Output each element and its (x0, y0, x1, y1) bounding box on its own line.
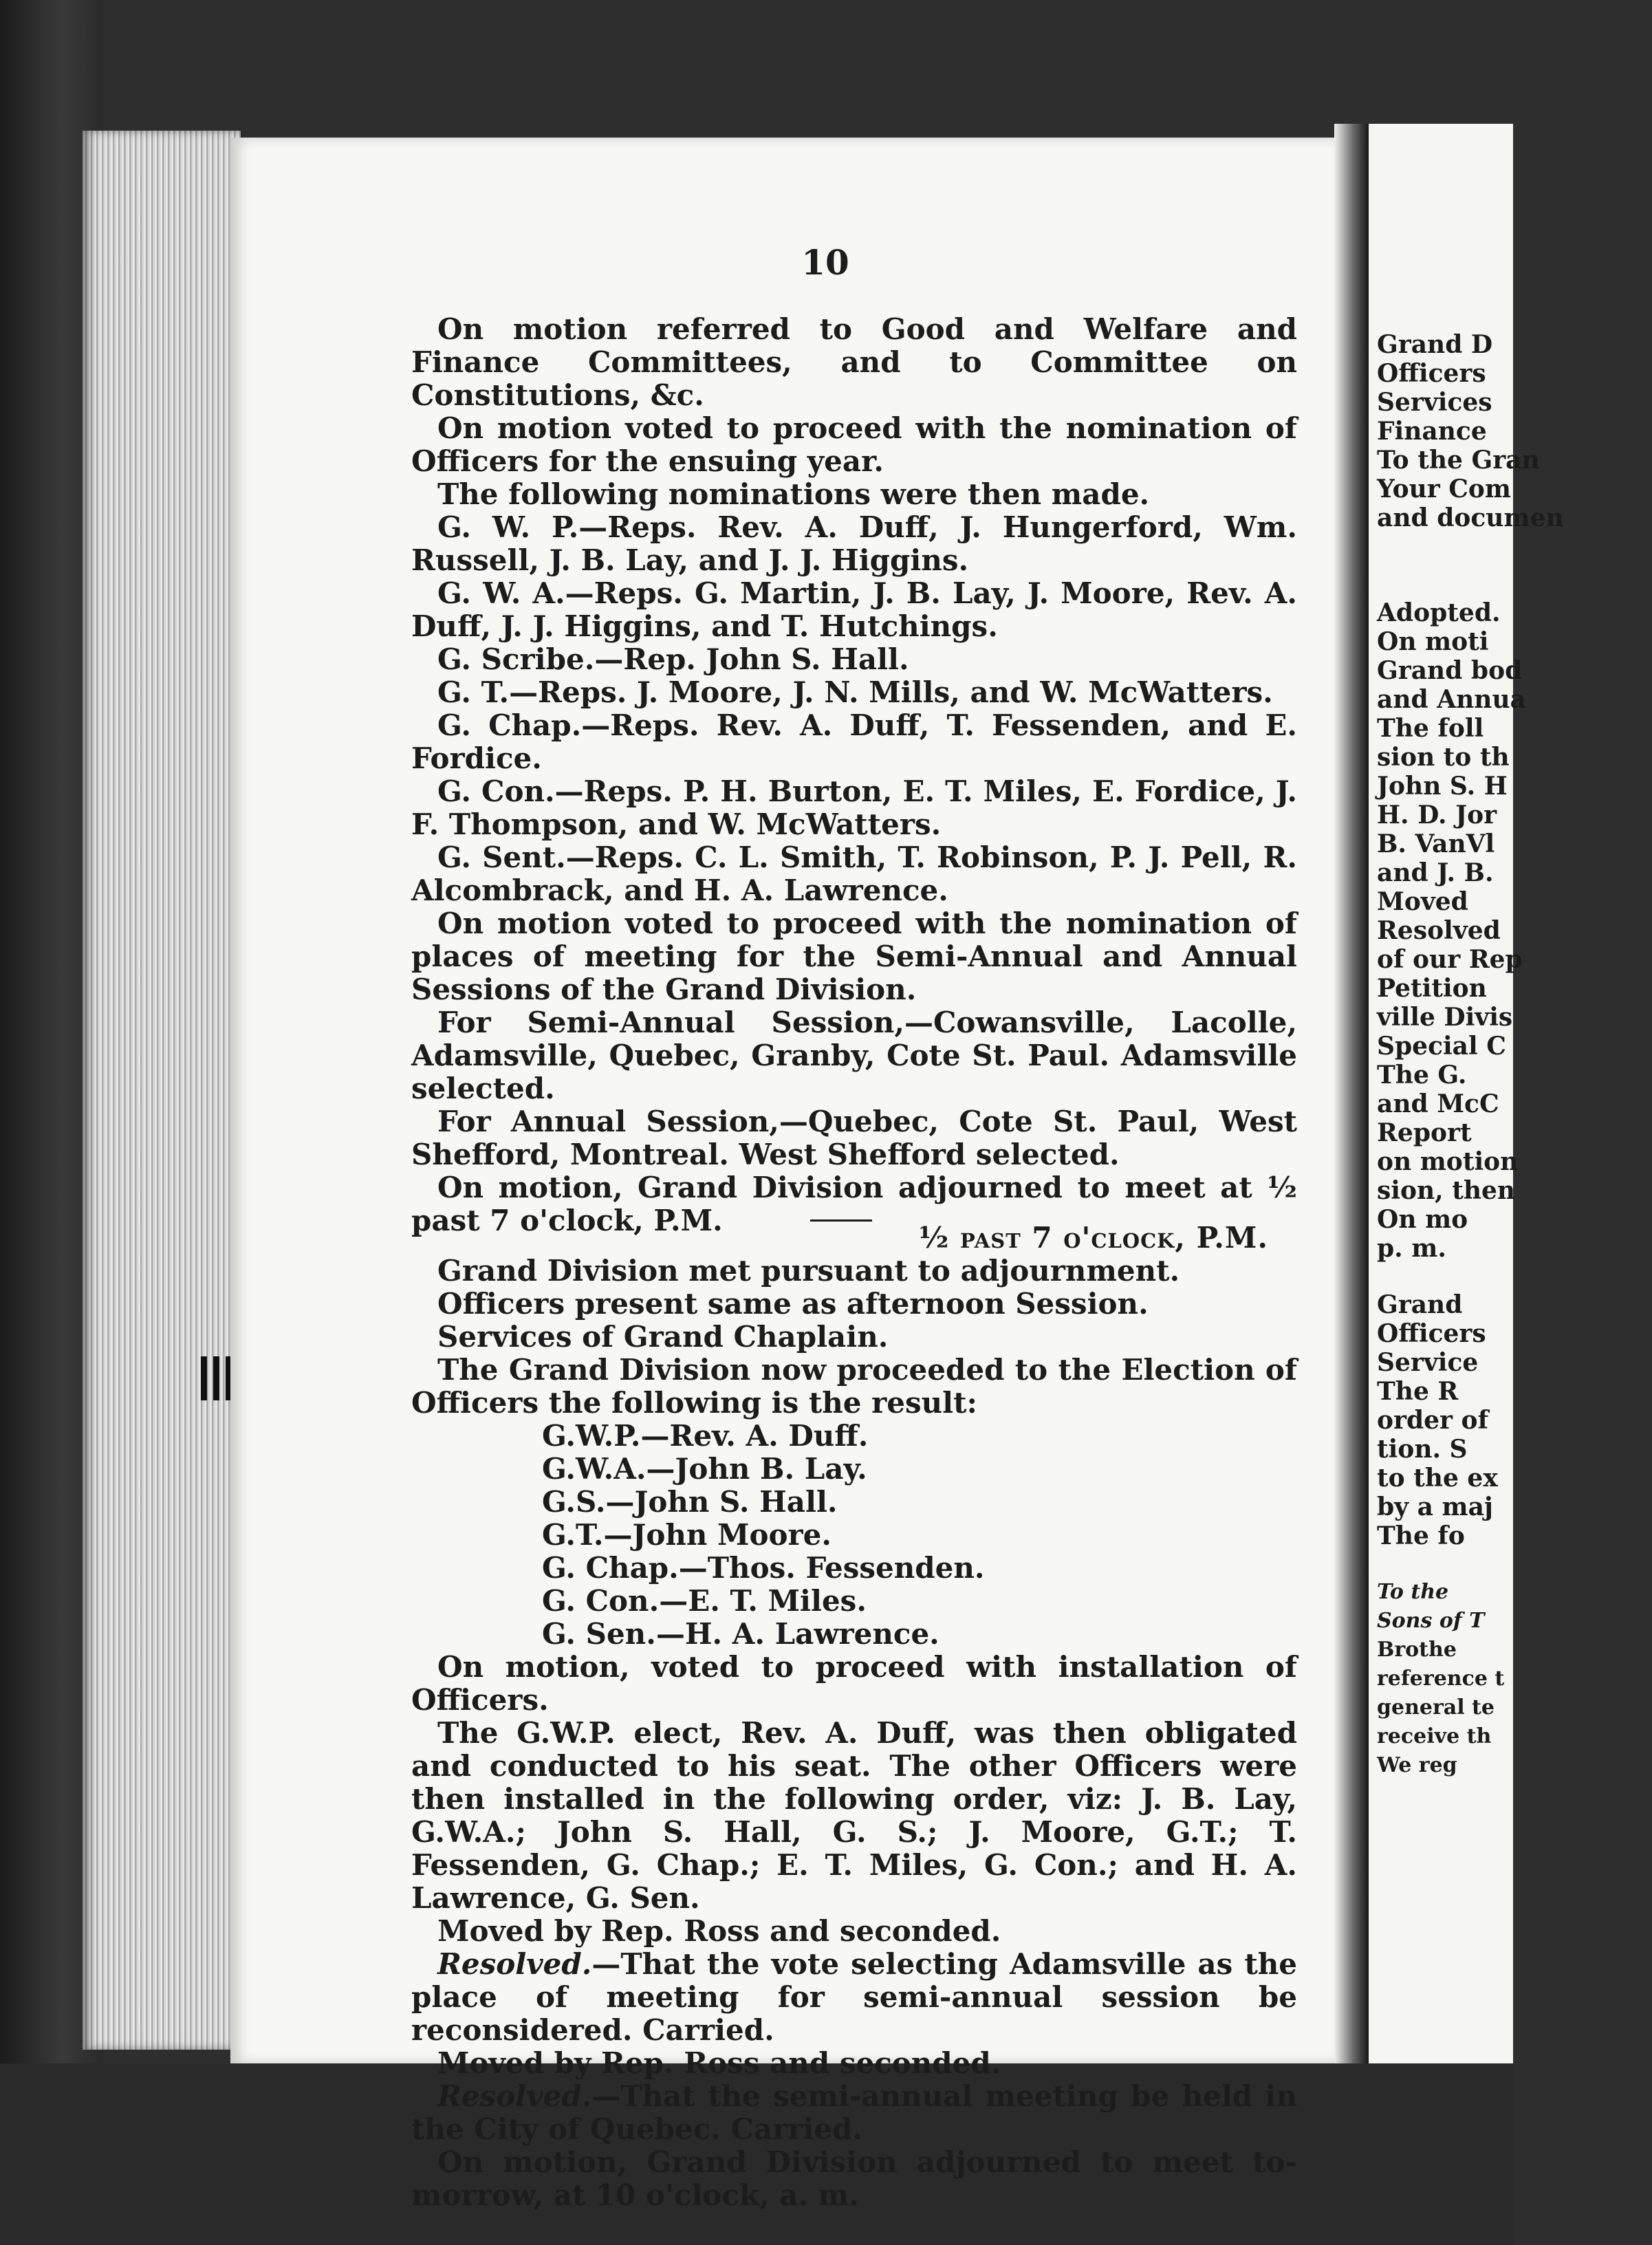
right-page-line: by a maj (1377, 1493, 1493, 1521)
evening-paragraphs (411, 1255, 1297, 1420)
right-page-line: To the Gran (1377, 446, 1540, 475)
right-page-line: and Annua (1377, 685, 1526, 714)
right-page-line: reference t (1377, 1667, 1505, 1691)
paragraph: On motion, voted to proceed with installation of Officers. (411, 1650, 1297, 1717)
right-page-line: The G. (1377, 1061, 1467, 1089)
right-page-line: Sons of T (1377, 1609, 1485, 1633)
final-paragraph: On motion, Grand Division adjourned to meet to-morrow, at 10 o'clock, a. m. (411, 2145, 1297, 2212)
resolution-2-text: —That the semi-annual meeting be held in the City of Quebec. Carried. (411, 2079, 1297, 2146)
right-page-line: Service (1377, 1348, 1479, 1377)
paragraph: G. Scribe.—Rep. John S. Hall. (437, 642, 909, 676)
right-page-text (1377, 330, 1652, 1780)
right-page-line: Services (1377, 388, 1492, 417)
paragraph: G. Sent.—Reps. C. L. Smith, T. Robinson, P. J. Pell, R. Alcombrack, and H. A. Lawrence. (411, 840, 1297, 907)
paragraph: G. W. P.—Reps. Rev. A. Duff, J. Hungerford, Wm. Russell, J. B. Lay, and J. J. Higgins. (411, 510, 1297, 577)
right-page-line: Officers (1377, 1319, 1486, 1348)
book-page-edges (83, 131, 241, 2050)
resolution-1 (411, 1948, 1297, 2047)
right-page-line: The foll (1377, 714, 1484, 743)
right-page-line: and McC (1377, 1089, 1499, 1118)
paragraph: The following nominations were then made. (437, 477, 1150, 511)
spacer (1377, 1550, 1652, 1578)
nomination-paragraphs (411, 313, 1297, 1237)
paragraph: Moved by Rep. Ross and seconded. (437, 1914, 1001, 1948)
officer-entry: G.T.—John Moore. (542, 1518, 832, 1552)
right-page-line: of our Rep (1377, 945, 1523, 974)
officer-entry: G. Chap.—Thos. Fessenden. (542, 1551, 985, 1585)
officer-entry: G.W.A.—John B. Lay. (542, 1452, 867, 1486)
paragraph: For Semi-Annual Session,—Cowansville, Lacolle, Adamsville, Quebec, Granby, Cote St. Paul. Adamsville selected. (411, 1006, 1297, 1105)
right-page-line: sion to th (1377, 743, 1510, 772)
right-page-line: The R (1377, 1377, 1459, 1406)
paragraph: For Annual Session,—Quebec, Cote St. Paul, West Shefford, Montreal. West Shefford selected. (411, 1105, 1297, 1171)
paragraph: Services of Grand Chaplain. (437, 1320, 889, 1354)
paragraph: G. Con.—Reps. P. H. Burton, E. T. Miles, E. Fordice, J. F. Thompson, and W. McWatters. (411, 774, 1297, 841)
paragraph: G. T.—Reps. J. Moore, J. N. Mills, and W. McWatters. (437, 675, 1273, 709)
right-page-line: on motion (1377, 1147, 1519, 1176)
right-page-line: B. VanVl (1377, 829, 1495, 858)
paragraph: Officers present same as afternoon Session. (437, 1287, 1149, 1321)
right-page-line: Petition (1377, 974, 1487, 1003)
right-page-line: Grand bod (1377, 656, 1523, 685)
spacer (1377, 532, 1652, 598)
officer-entry: G. Con.—E. T. Miles. (542, 1584, 867, 1618)
elected-officers-list (411, 1420, 1297, 1651)
paragraph: Grand Division met pursuant to adjournment. (437, 1254, 1180, 1288)
page-body (411, 313, 1297, 2212)
right-page-line: Report (1377, 1118, 1472, 1147)
right-page-line: tion. S (1377, 1435, 1468, 1464)
officer-entry: G.S.—John S. Hall. (542, 1485, 838, 1519)
right-page-line: The fo (1377, 1521, 1465, 1550)
right-page-line: Finance (1377, 417, 1487, 446)
officer-entry: G. Sen.—H. A. Lawrence. (542, 1617, 939, 1651)
paragraph: On motion voted to proceed with the nomination of places of meeting for the Semi-Annual and Annual Sessions of the Grand Division. (411, 907, 1297, 1006)
right-page-line: ville Divis (1377, 1003, 1513, 1032)
resolution-2 (411, 2080, 1297, 2146)
moved-2: Moved by Rep. Ross and seconded. (437, 2046, 1001, 2080)
right-page-line: Officers (1377, 359, 1486, 388)
page-number: 10 (801, 242, 849, 283)
spacer (1377, 1263, 1652, 1290)
paragraph: G. Chap.—Reps. Rev. A. Duff, T. Fessenden, and E. Fordice. (411, 708, 1297, 775)
right-page-line: Grand (1377, 1290, 1463, 1319)
resolution-1-text: —That the vote selecting Adamsville as the place of meeting for semi-annual session be reconsidered. Carried. (411, 1947, 1297, 2047)
officer-entry: G.W.P.—Rev. A. Duff. (542, 1419, 869, 1453)
right-page-line: John S. H (1377, 772, 1508, 801)
right-page-line: Moved (1377, 887, 1468, 916)
paragraph: On motion voted to proceed with the nomination of Officers for the ensuing year. (411, 411, 1297, 478)
paragraph: On motion referred to Good and Welfare and Finance Committees, and to Committee on Constitutions, &c. (411, 312, 1297, 412)
right-page-line: On moti (1377, 627, 1489, 656)
right-page-line: H. D. Jor (1377, 801, 1497, 829)
evening-session-heading: ½ past 7 o'clock, P.M. (918, 1221, 1268, 1255)
right-page (1369, 124, 1564, 2105)
right-page-line: and documen (1377, 503, 1564, 532)
right-page-line: Adopted. (1377, 598, 1501, 627)
paragraph: G. W. A.—Reps. G. Martin, J. B. Lay, J. Moore, Rev. A. Duff, J. J. Higgins, and T. Hutchings. (411, 576, 1297, 643)
right-page-line: Special C (1377, 1032, 1506, 1061)
right-page-line: p. m. (1377, 1234, 1446, 1263)
right-page-line: We reg (1377, 1753, 1457, 1777)
right-page-line: general te (1377, 1695, 1495, 1720)
paragraph: The Grand Division now proceeded to the Election of Officers the following is the result: (411, 1353, 1297, 1420)
paragraph: On motion, Grand Division adjourned to meet at ½ past 7 o'clock, P.M. (411, 1171, 1297, 1237)
right-page-line: Brothe (1377, 1638, 1457, 1662)
closing-paragraphs (411, 1651, 1297, 1948)
right-page-line: Grand D (1377, 330, 1493, 359)
right-page-line: On mo (1377, 1205, 1468, 1234)
right-page-line: and J. B. (1377, 858, 1494, 887)
right-page-line: To the (1377, 1580, 1449, 1604)
right-page-line: to the ex (1377, 1464, 1498, 1493)
right-page-line: Your Com (1377, 475, 1512, 503)
book-gutter (1334, 124, 1369, 2105)
right-page-line: receive th (1377, 1724, 1492, 1748)
resolution-1-label: Resolved. (437, 1947, 592, 1981)
resolution-2-label: Resolved. (437, 2079, 592, 2113)
right-page-line: order of (1377, 1406, 1489, 1435)
right-page-line: sion, then (1377, 1176, 1516, 1205)
right-page-line: Resolved (1377, 916, 1501, 945)
paragraph: The G.W.P. elect, Rev. A. Duff, was then obligated and conducted to his seat. The other Officers were then installed in the following order, viz: J. B. Lay, G.W.A.; John S. Hall, G. S.; J. Moore, G.T.; T. Fessenden, G. Chap.; E. T. Miles, G. Con.; and H. A. Lawrence, G. Sen. (411, 1716, 1297, 1915)
